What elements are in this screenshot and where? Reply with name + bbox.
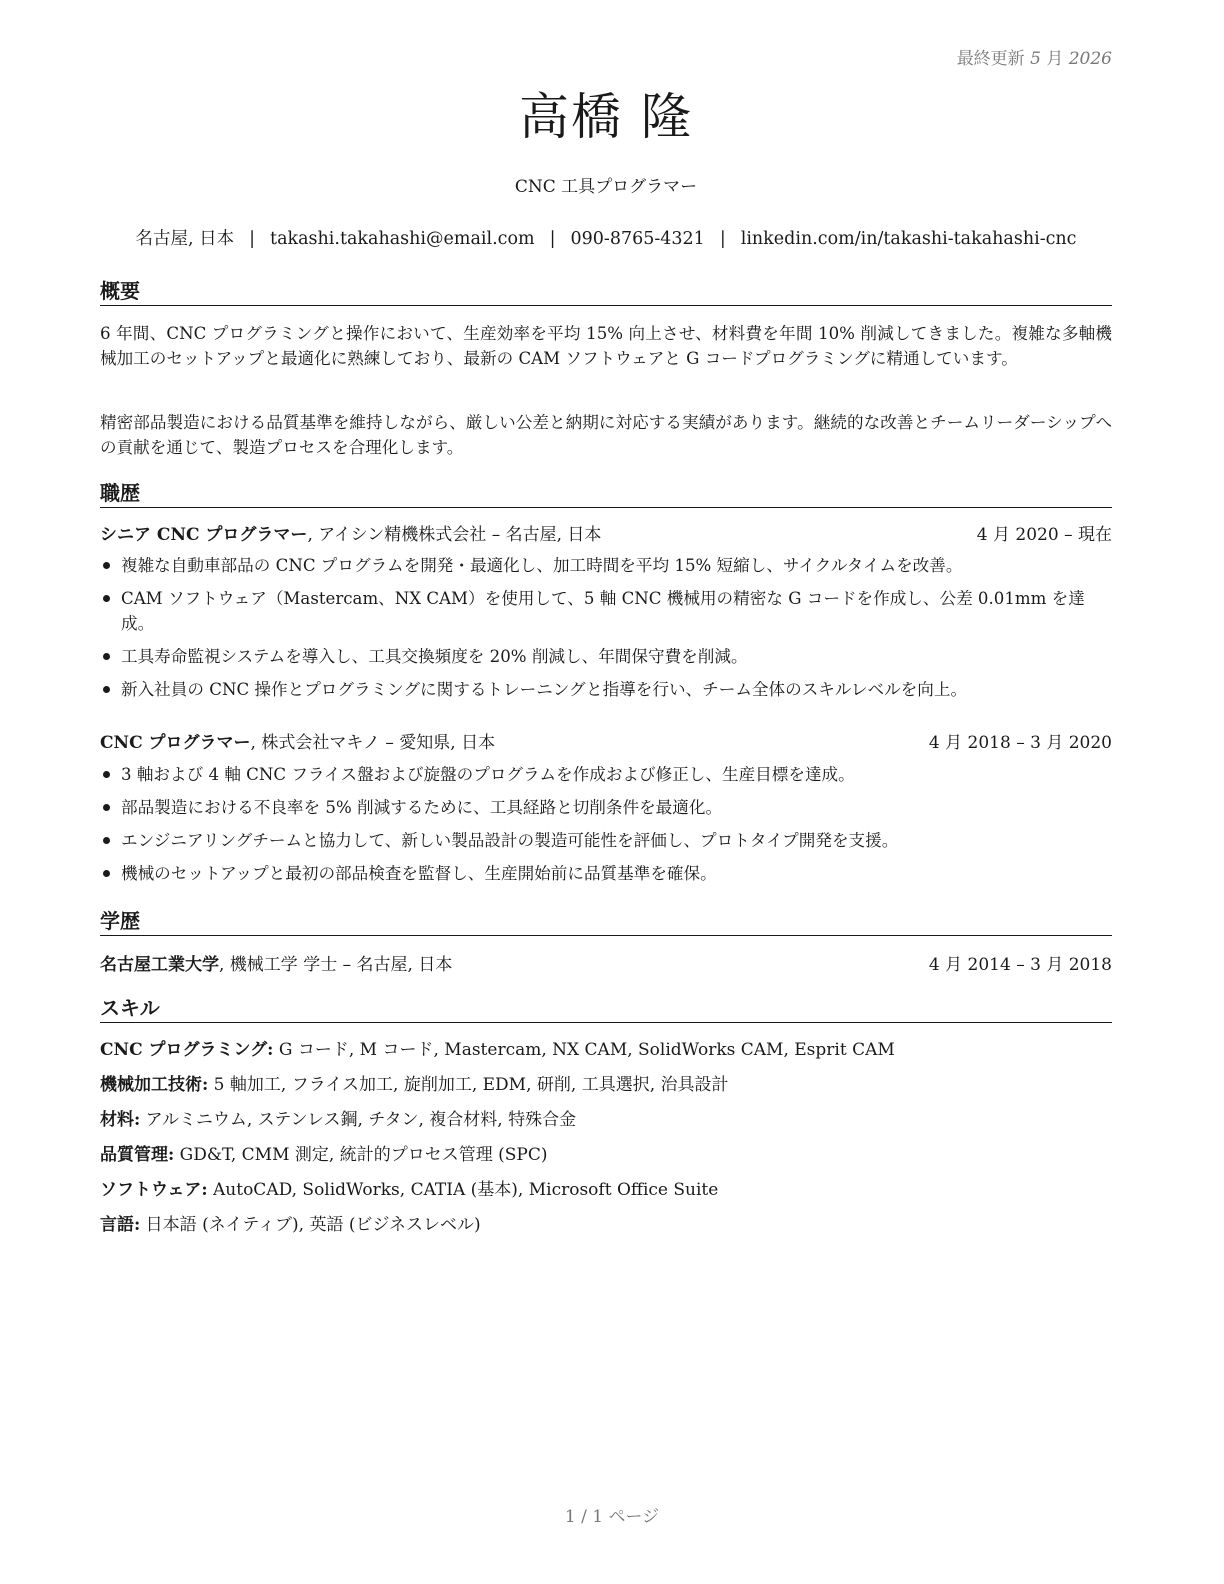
education-dates: 4 月 2014 – 3 月 2018 bbox=[928, 955, 1112, 975]
job-bullets-1 bbox=[100, 553, 1112, 710]
last-updated-label: 最終更新 bbox=[956, 49, 1025, 69]
summary-paragraph-2: 精密部品製造における品質基準を維持しながら、厳しい公差と納期に対応する実績があります。継続的な改善とチームリーダーシップへの貢献を通じて、製造プロセスを合理化します。 bbox=[100, 413, 1112, 457]
list-item: 新入社員の CNC 操作とプログラミングに関するトレーニングと指導を行い、チーム全体のスキルレベルを向上。 bbox=[100, 677, 1112, 702]
education-school: 名古屋工業大学 bbox=[100, 955, 219, 975]
list-item: エンジニアリングチームと協力して、新しい製品設計の製造可能性を評価し、プロトタイプ開発を支援。 bbox=[100, 828, 1112, 853]
skill-row bbox=[100, 1213, 1112, 1237]
job-header-2 bbox=[100, 731, 1112, 755]
skill-category: CNC プログラミング: bbox=[100, 1040, 274, 1060]
contact-separator: | bbox=[719, 229, 726, 249]
skill-category: ソフトウェア: bbox=[100, 1180, 208, 1200]
skill-row bbox=[100, 1038, 1112, 1062]
skill-row bbox=[100, 1178, 1112, 1202]
job-dates: 4 月 2018 – 3 月 2020 bbox=[928, 733, 1112, 753]
contact-email[interactable]: takashi.takahashi@email.com bbox=[270, 229, 535, 249]
job-dates: 4 月 2020 – 現在 bbox=[976, 525, 1112, 545]
skill-row bbox=[100, 1143, 1112, 1167]
contact-line bbox=[100, 225, 1112, 250]
skill-category: 材料: bbox=[100, 1110, 141, 1130]
summary-paragraph-1: 6 年間、CNC プログラミングと操作において、生産効率を平均 15% 向上させ、材料費を年間 10% 削減してきました。複雑な多軸機械加工のセットアップと最適化に熟練しており、最新の CAM ソフトウェアと G コードプログラミングに精通しています。 bbox=[100, 324, 1112, 368]
skill-items: AutoCAD, SolidWorks, CATIA (基本), Microsoft Office Suite bbox=[207, 1180, 719, 1200]
experience-heading: 職歴 bbox=[100, 480, 1112, 508]
education-entry bbox=[100, 953, 1112, 977]
skill-row bbox=[100, 1073, 1112, 1097]
contact-separator: | bbox=[549, 229, 556, 249]
last-updated-year: 2026 bbox=[1068, 49, 1112, 69]
job-title: CNC 工具プログラマー bbox=[514, 177, 698, 197]
skill-items: G コード, M コード, Mastercam, NX CAM, SolidWorks CAM, Esprit CAM bbox=[273, 1040, 895, 1060]
skill-category: 言語: bbox=[100, 1215, 141, 1235]
skill-category: 機械加工技術: bbox=[100, 1075, 209, 1095]
education-degree-location: , 機械工学 学士 – 名古屋, 日本 bbox=[219, 955, 453, 975]
list-item: 部品製造における不良率を 5% 削減するために、工具経路と切削条件を最適化。 bbox=[100, 795, 1112, 820]
job-company-location: , 株式会社マキノ – 愛知県, 日本 bbox=[250, 733, 496, 753]
last-updated-month-unit: 月 bbox=[1046, 49, 1064, 69]
skill-items: GD&T, CMM 測定, 統計的プロセス管理 (SPC) bbox=[174, 1145, 548, 1165]
skill-items: 日本語 (ネイティブ), 英語 (ビジネスレベル) bbox=[140, 1215, 481, 1235]
skills-list bbox=[100, 1038, 1112, 1248]
job-role: シニア CNC プログラマー bbox=[100, 525, 308, 545]
skill-items: アルミニウム, ステンレス鋼, チタン, 複合材料, 特殊合金 bbox=[140, 1110, 577, 1130]
list-item: 複雑な自動車部品の CNC プログラムを開発・最適化し、加工時間を平均 15% 短縮し、サイクルタイムを改善。 bbox=[100, 553, 1112, 578]
list-item: 工具寿命監視システムを導入し、工具交換頻度を 20% 削減し、年間保守費を削減。 bbox=[100, 644, 1112, 669]
contact-location: 名古屋, 日本 bbox=[135, 229, 235, 249]
contact-linkedin[interactable]: linkedin.com/in/takashi-takahashi-cnc bbox=[740, 229, 1077, 249]
candidate-name: 高橋 隆 bbox=[519, 88, 693, 146]
list-item: CAM ソフトウェア（Mastercam、NX CAM）を使用して、5 軸 CNC 機械用の精密な G コードを作成し、公差 0.01mm を達成。 bbox=[100, 586, 1112, 636]
contact-separator: | bbox=[249, 229, 256, 249]
last-updated-month: 5 bbox=[1030, 49, 1041, 69]
job-company-location: , アイシン精機株式会社 – 名古屋, 日本 bbox=[307, 525, 602, 545]
skill-items: 5 軸加工, フライス加工, 旋削加工, EDM, 研削, 工具選択, 治具設計 bbox=[208, 1075, 729, 1095]
education-heading: 学歴 bbox=[100, 908, 1112, 936]
job-bullets-2 bbox=[100, 762, 1112, 894]
skills-heading: スキル bbox=[100, 995, 1112, 1023]
contact-phone[interactable]: 090-8765-4321 bbox=[570, 229, 705, 249]
summary-heading: 概要 bbox=[100, 278, 1112, 306]
page-indicator: 1 / 1 ページ bbox=[564, 1507, 660, 1527]
job-header-1 bbox=[100, 523, 1112, 547]
list-item: 機械のセットアップと最初の部品検査を監督し、生産開始前に品質基準を確保。 bbox=[100, 861, 1112, 886]
list-item: 3 軸および 4 軸 CNC フライス盤および旋盤のプログラムを作成および修正し、生産目標を達成。 bbox=[100, 762, 1112, 787]
skill-category: 品質管理: bbox=[100, 1145, 175, 1165]
last-updated bbox=[957, 44, 1112, 69]
skill-row bbox=[100, 1108, 1112, 1132]
job-role: CNC プログラマー bbox=[100, 733, 251, 753]
